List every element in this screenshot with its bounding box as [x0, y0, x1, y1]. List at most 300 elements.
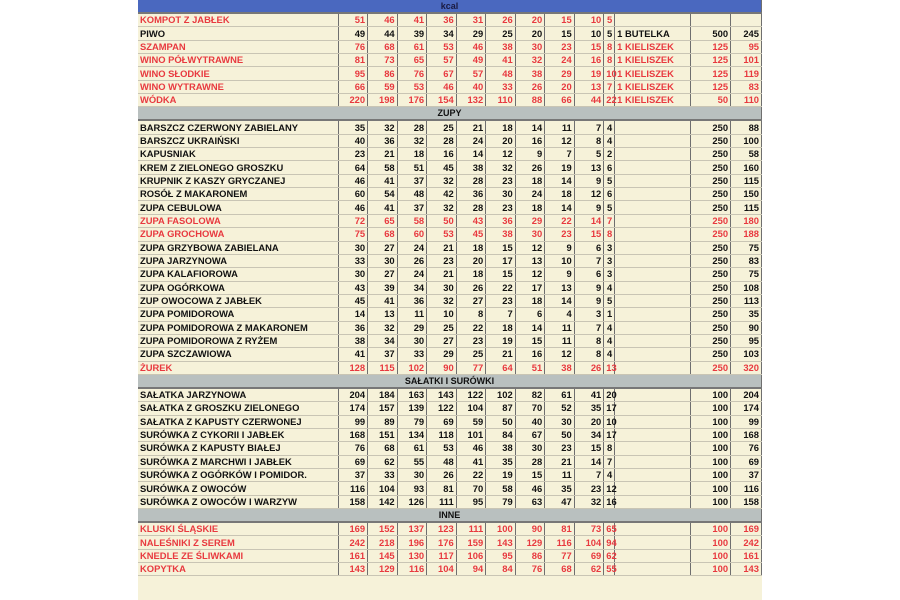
- kcal-value-cell: 36: [486, 214, 516, 227]
- kcal-value-cell: 19: [486, 469, 516, 482]
- kcal-value-cell: 21: [486, 348, 516, 361]
- kcal-value-cell: 17: [604, 402, 615, 415]
- kcal-value-cell: 68: [368, 228, 398, 241]
- kcal-value-cell: 29: [427, 348, 457, 361]
- kcal-value-cell: 32: [515, 54, 545, 67]
- kcal-value-cell: 39: [397, 27, 427, 40]
- portion-label: [615, 161, 690, 174]
- portion-amount: 100: [690, 402, 730, 415]
- kcal-value-cell: 45: [456, 228, 486, 241]
- section-title: SAŁATKI I SURÓWKI: [138, 374, 762, 388]
- food-name: ZUPA KALAFIOROWA: [138, 268, 338, 281]
- food-name: KLUSKI ŚLĄSKIE: [138, 522, 338, 536]
- kcal-value-cell: 16: [515, 134, 545, 147]
- kcal-value-cell: 44: [574, 94, 604, 107]
- kcal-value-cell: 26: [574, 361, 604, 374]
- kcal-value-cell: 46: [515, 482, 545, 495]
- section-title: ZUPY: [138, 107, 762, 121]
- kcal-value-cell: 99: [338, 415, 368, 428]
- kcal-value-cell: 86: [368, 67, 398, 80]
- portion-label: [615, 268, 690, 281]
- kcal-value-cell: 18: [456, 268, 486, 281]
- kcal-value-cell: 32: [397, 134, 427, 147]
- food-name: ZUPA JARZYNOWA: [138, 254, 338, 267]
- kcal-value-cell: 73: [574, 522, 604, 536]
- portion-label: [615, 334, 690, 347]
- food-name: ZUPA POMIDOROWA Z MAKARONEM: [138, 321, 338, 334]
- kcal-value-cell: 20: [456, 254, 486, 267]
- kcal-value-cell: 39: [368, 281, 398, 294]
- section-header: [138, 107, 762, 121]
- kcal-value-cell: 46: [456, 40, 486, 53]
- portion-amount: 250: [690, 254, 730, 267]
- kcal-value-cell: 14: [545, 294, 575, 307]
- kcal-value-cell: 110: [486, 94, 516, 107]
- portion-kcal: 88: [731, 120, 762, 134]
- portion-kcal: 110: [731, 94, 762, 107]
- portion-label: [615, 228, 690, 241]
- kcal-value-cell: 20: [486, 134, 516, 147]
- kcal-value-cell: 176: [427, 536, 457, 549]
- portion-amount: 250: [690, 361, 730, 374]
- portion-label: [615, 174, 690, 187]
- kcal-value-cell: 9: [545, 241, 575, 254]
- portion-amount: 100: [690, 563, 730, 576]
- kcal-value-cell: 51: [338, 13, 368, 27]
- kcal-value-cell: 33: [397, 348, 427, 361]
- table-row: [138, 536, 762, 549]
- kcal-value-cell: 34: [397, 281, 427, 294]
- portion-amount: 250: [690, 214, 730, 227]
- portion-label: [615, 455, 690, 468]
- portion-kcal: 103: [731, 348, 762, 361]
- kcal-value-cell: 40: [456, 80, 486, 93]
- kcal-value-cell: 10: [604, 67, 615, 80]
- kcal-value-cell: 38: [545, 361, 575, 374]
- kcal-value-cell: 30: [338, 241, 368, 254]
- kcal-value-cell: 26: [427, 469, 457, 482]
- kcal-value-cell: 60: [338, 188, 368, 201]
- portion-amount: 250: [690, 148, 730, 161]
- kcal-value-cell: 53: [427, 40, 457, 53]
- kcal-value-cell: 16: [604, 495, 615, 508]
- kcal-value-cell: 29: [545, 67, 575, 80]
- kcal-value-cell: 84: [486, 563, 516, 576]
- kcal-value-cell: 37: [338, 469, 368, 482]
- kcal-value-cell: 159: [456, 536, 486, 549]
- portion-label: 1 KIELISZEK: [615, 54, 690, 67]
- food-name: SURÓWKA Z OWOCÓW: [138, 482, 338, 495]
- kcal-value-cell: 32: [427, 201, 457, 214]
- portion-label: [615, 428, 690, 441]
- kcal-value-cell: 69: [427, 415, 457, 428]
- kcal-value-cell: 48: [486, 67, 516, 80]
- portion-amount: 250: [690, 294, 730, 307]
- kcal-value-cell: 94: [604, 536, 615, 549]
- kcal-value-cell: 14: [574, 455, 604, 468]
- kcal-value-cell: 36: [338, 321, 368, 334]
- kcal-value-cell: 23: [486, 174, 516, 187]
- table-row: [138, 13, 762, 27]
- food-name: BARSZCZ UKRAIŃSKI: [138, 134, 338, 147]
- kcal-value-cell: 17: [604, 428, 615, 441]
- kcal-value-cell: 143: [338, 563, 368, 576]
- table-row: [138, 428, 762, 441]
- kcal-value-cell: 34: [368, 334, 398, 347]
- kcal-value-cell: 64: [486, 361, 516, 374]
- kcal-value-cell: 12: [545, 348, 575, 361]
- kcal-value-cell: 58: [368, 161, 398, 174]
- kcal-value-cell: 14: [456, 148, 486, 161]
- kcal-value-cell: 50: [427, 214, 457, 227]
- kcal-value-cell: 18: [486, 321, 516, 334]
- kcal-value-cell: 76: [338, 442, 368, 455]
- portion-kcal: 75: [731, 241, 762, 254]
- kcal-value-cell: 126: [397, 495, 427, 508]
- portion-kcal: 76: [731, 442, 762, 455]
- kcal-value-cell: 4: [604, 321, 615, 334]
- kcal-value-cell: 11: [397, 308, 427, 321]
- kcal-value-cell: 18: [486, 120, 516, 134]
- kcal-value-cell: 23: [574, 482, 604, 495]
- kcal-value-cell: 45: [338, 294, 368, 307]
- kcal-value-cell: 41: [368, 174, 398, 187]
- kcal-value-cell: 61: [397, 442, 427, 455]
- food-name: ZUPA GRZYBOWA ZABIELANA: [138, 241, 338, 254]
- kcal-value-cell: 24: [515, 188, 545, 201]
- portion-kcal: [731, 13, 762, 27]
- kcal-value-cell: 44: [368, 27, 398, 40]
- kcal-value-cell: 10: [574, 13, 604, 27]
- portion-label: 1 BUTELKA: [615, 27, 690, 40]
- kcal-value-cell: 9: [515, 148, 545, 161]
- portion-kcal: 160: [731, 161, 762, 174]
- kcal-value-cell: 47: [545, 495, 575, 508]
- food-name: SURÓWKA Z CYKORII I JABŁEK: [138, 428, 338, 441]
- kcal-value-cell: 10: [604, 415, 615, 428]
- kcal-value-cell: 70: [515, 402, 545, 415]
- portion-kcal: 119: [731, 67, 762, 80]
- table-row: [138, 268, 762, 281]
- portion-amount: 125: [690, 54, 730, 67]
- kcal-value-cell: 50: [486, 415, 516, 428]
- kcal-value-cell: 5: [574, 148, 604, 161]
- kcal-value-cell: 5: [604, 201, 615, 214]
- kcal-value-cell: 2: [604, 148, 615, 161]
- portion-amount: 125: [690, 67, 730, 80]
- kcal-value-cell: 14: [545, 174, 575, 187]
- kcal-value-cell: 23: [486, 294, 516, 307]
- kcal-value-cell: 33: [368, 469, 398, 482]
- kcal-value-cell: 12: [486, 148, 516, 161]
- kcal-value-cell: 26: [515, 161, 545, 174]
- portion-amount: 250: [690, 241, 730, 254]
- portion-kcal: 158: [731, 495, 762, 508]
- section-header: [138, 374, 762, 388]
- kcal-value-cell: 41: [397, 13, 427, 27]
- portion-amount: 250: [690, 134, 730, 147]
- kcal-value-cell: 50: [545, 428, 575, 441]
- kcal-value-cell: 77: [456, 361, 486, 374]
- kcal-value-cell: 220: [338, 94, 368, 107]
- portion-label: [615, 415, 690, 428]
- kcal-value-cell: 68: [545, 563, 575, 576]
- food-name: KAPUSNIAK: [138, 148, 338, 161]
- table-row: [138, 134, 762, 147]
- kcal-value-cell: 81: [545, 522, 575, 536]
- kcal-value-cell: 14: [515, 120, 545, 134]
- kcal-value-cell: 48: [397, 188, 427, 201]
- portion-label: [615, 308, 690, 321]
- kcal-value-cell: 86: [515, 549, 545, 562]
- kcal-value-cell: 7: [604, 455, 615, 468]
- kcal-value-cell: 29: [515, 214, 545, 227]
- kcal-value-cell: 43: [456, 214, 486, 227]
- portion-amount: 250: [690, 228, 730, 241]
- kcal-value-cell: 20: [515, 27, 545, 40]
- kcal-value-cell: 18: [456, 241, 486, 254]
- food-name: BARSZCZ CZERWONY ZABIELANY: [138, 120, 338, 134]
- portion-amount: 250: [690, 120, 730, 134]
- table-row: [138, 321, 762, 334]
- kcal-value-cell: 26: [456, 281, 486, 294]
- kcal-value-cell: 198: [368, 94, 398, 107]
- portion-amount: 250: [690, 308, 730, 321]
- kcal-value-cell: 53: [397, 80, 427, 93]
- food-name: WINO SŁODKIE: [138, 67, 338, 80]
- kcal-value-cell: 104: [456, 402, 486, 415]
- kcal-value-cell: 22: [486, 281, 516, 294]
- food-name: ŻUREK: [138, 361, 338, 374]
- kcal-value-cell: 51: [397, 161, 427, 174]
- kcal-value-cell: 100: [486, 522, 516, 536]
- kcal-value-cell: 30: [515, 40, 545, 53]
- table-row: [138, 254, 762, 267]
- kcal-value-cell: 95: [338, 67, 368, 80]
- kcal-value-cell: 37: [397, 174, 427, 187]
- kcal-value-cell: 35: [486, 455, 516, 468]
- portion-kcal: 90: [731, 321, 762, 334]
- kcal-value-cell: 8: [604, 54, 615, 67]
- kcal-value-cell: 34: [574, 428, 604, 441]
- kcal-value-cell: 11: [545, 469, 575, 482]
- food-name: SAŁATKA Z KAPUSTY CZERWONEJ: [138, 415, 338, 428]
- kcal-value-cell: 24: [456, 134, 486, 147]
- kcal-value-cell: 152: [368, 522, 398, 536]
- food-name: NALEŚNIKI Z SEREM: [138, 536, 338, 549]
- table-row: [138, 549, 762, 562]
- kcal-value-cell: 81: [427, 482, 457, 495]
- portion-kcal: 320: [731, 361, 762, 374]
- kcal-value-cell: 55: [604, 563, 615, 576]
- portion-kcal: 116: [731, 482, 762, 495]
- kcal-value-cell: 30: [368, 254, 398, 267]
- kcal-value-cell: 151: [368, 428, 398, 441]
- kcal-value-cell: 20: [574, 415, 604, 428]
- portion-kcal: 180: [731, 214, 762, 227]
- kcal-value-cell: 89: [368, 415, 398, 428]
- kcal-value-cell: 25: [486, 27, 516, 40]
- kcal-value-cell: 95: [456, 495, 486, 508]
- section-title: INNE: [138, 509, 762, 523]
- kcal-value-cell: 70: [456, 482, 486, 495]
- kcal-value-cell: 69: [574, 549, 604, 562]
- kcal-value-cell: 32: [368, 321, 398, 334]
- kcal-value-cell: 40: [515, 415, 545, 428]
- portion-kcal: 204: [731, 388, 762, 402]
- portion-kcal: 35: [731, 308, 762, 321]
- portion-kcal: 95: [731, 334, 762, 347]
- portion-amount: 100: [690, 428, 730, 441]
- food-name: ZUPA GROCHOWA: [138, 228, 338, 241]
- food-name: SURÓWKA Z OGÓRKÓW I POMIDOR.: [138, 469, 338, 482]
- kcal-value-cell: 8: [574, 348, 604, 361]
- portion-kcal: 108: [731, 281, 762, 294]
- kcal-value-cell: 59: [368, 80, 398, 93]
- kcal-value-cell: 4: [604, 348, 615, 361]
- kcal-value-cell: 43: [338, 281, 368, 294]
- kcal-value-cell: 15: [574, 40, 604, 53]
- portion-label: [615, 188, 690, 201]
- kcal-value-cell: 118: [427, 428, 457, 441]
- table-row: [138, 522, 762, 536]
- kcal-value-cell: 28: [397, 120, 427, 134]
- kcal-value-cell: 49: [338, 27, 368, 40]
- portion-amount: 100: [690, 442, 730, 455]
- kcal-value-cell: 46: [456, 442, 486, 455]
- kcal-value-cell: 76: [515, 563, 545, 576]
- kcal-value-cell: 169: [338, 522, 368, 536]
- kcal-value-cell: 93: [397, 482, 427, 495]
- portion-amount: 125: [690, 80, 730, 93]
- kcal-value-cell: 14: [515, 321, 545, 334]
- kcal-value-cell: 21: [456, 120, 486, 134]
- kcal-value-cell: 62: [574, 563, 604, 576]
- portion-label: [615, 536, 690, 549]
- portion-amount: 100: [690, 495, 730, 508]
- table-row: [138, 94, 762, 107]
- kcal-value-cell: 111: [456, 522, 486, 536]
- kcal-value-cell: 45: [427, 161, 457, 174]
- kcal-value-cell: 24: [397, 241, 427, 254]
- portion-amount: [690, 13, 730, 27]
- table-row: [138, 442, 762, 455]
- food-name: SZAMPAN: [138, 40, 338, 53]
- food-name: KNEDLE ZE ŚLIWKAMI: [138, 549, 338, 562]
- food-name: ROSÓŁ Z MAKARONEM: [138, 188, 338, 201]
- kcal-value-cell: 11: [545, 120, 575, 134]
- kcal-value-cell: 37: [397, 201, 427, 214]
- kcal-value-cell: 20: [545, 80, 575, 93]
- food-name: ZUPA CEBULOWA: [138, 201, 338, 214]
- kcal-value-cell: 122: [456, 388, 486, 402]
- table-row: [138, 495, 762, 508]
- table-row: [138, 563, 762, 576]
- food-name: ZUPA POMIDOROWA Z RYŻEM: [138, 334, 338, 347]
- kcal-value-cell: 21: [427, 241, 457, 254]
- kcal-value-cell: 143: [427, 388, 457, 402]
- kcal-value-cell: 23: [545, 228, 575, 241]
- kcal-value-cell: 9: [574, 174, 604, 187]
- kcal-value-cell: 6: [604, 188, 615, 201]
- kcal-value-cell: 129: [368, 563, 398, 576]
- kcal-value-cell: 204: [338, 388, 368, 402]
- kcal-value-cell: 35: [338, 120, 368, 134]
- kcal-value-cell: 64: [338, 161, 368, 174]
- kcal-value-cell: 104: [427, 563, 457, 576]
- table-row: [138, 148, 762, 161]
- kcal-value-cell: 22: [545, 214, 575, 227]
- table-row: [138, 294, 762, 307]
- kcal-value-cell: 30: [515, 228, 545, 241]
- kcal-value-cell: 174: [338, 402, 368, 415]
- kcal-value-cell: 79: [397, 415, 427, 428]
- kcal-value-cell: 184: [368, 388, 398, 402]
- kcal-value-cell: 19: [574, 67, 604, 80]
- kcal-value-cell: 66: [338, 80, 368, 93]
- kcal-value-cell: 115: [368, 361, 398, 374]
- kcal-value-cell: 154: [427, 94, 457, 107]
- kcal-value-cell: 15: [574, 228, 604, 241]
- kcal-value-cell: 54: [368, 188, 398, 201]
- table-row: [138, 388, 762, 402]
- kcal-value-cell: 46: [338, 201, 368, 214]
- portion-kcal: 161: [731, 549, 762, 562]
- kcal-value-cell: 59: [456, 415, 486, 428]
- kcal-value-cell: 8: [604, 442, 615, 455]
- kcal-value-cell: 8: [604, 40, 615, 53]
- kcal-value-cell: 4: [604, 334, 615, 347]
- kcal-value-cell: 65: [397, 54, 427, 67]
- kcal-value-cell: 130: [397, 549, 427, 562]
- kcal-value-cell: 9: [574, 201, 604, 214]
- kcal-value-cell: 142: [368, 495, 398, 508]
- kcal-value-cell: 128: [338, 361, 368, 374]
- kcal-value-cell: 23: [545, 40, 575, 53]
- kcal-value-cell: 58: [486, 482, 516, 495]
- kcal-value-cell: 30: [545, 415, 575, 428]
- table-row: [138, 174, 762, 187]
- portion-kcal: 169: [731, 522, 762, 536]
- portion-amount: 250: [690, 161, 730, 174]
- kcal-value-cell: 30: [515, 442, 545, 455]
- kcal-value-cell: 7: [574, 469, 604, 482]
- kcal-value-cell: 145: [368, 549, 398, 562]
- portion-label: [615, 495, 690, 508]
- kcal-value-cell: 27: [427, 334, 457, 347]
- kcal-value-cell: 102: [397, 361, 427, 374]
- kcal-value-cell: 29: [397, 321, 427, 334]
- kcal-value-cell: 15: [515, 469, 545, 482]
- kcal-value-cell: 3: [604, 254, 615, 267]
- kcal-value-cell: 19: [545, 161, 575, 174]
- portion-label: [615, 13, 690, 27]
- kcal-value-cell: 13: [545, 281, 575, 294]
- kcal-value-cell: 15: [545, 13, 575, 27]
- kcal-value-cell: 90: [515, 522, 545, 536]
- food-name: SURÓWKA Z MARCHWI I JABŁEK: [138, 455, 338, 468]
- kcal-value-cell: 18: [397, 148, 427, 161]
- food-name: ZUP OWOCOWA Z JABŁEK: [138, 294, 338, 307]
- kcal-value-cell: 41: [368, 294, 398, 307]
- portion-label: [615, 148, 690, 161]
- kcal-value-cell: 41: [338, 348, 368, 361]
- kcal-value-cell: 143: [486, 536, 516, 549]
- food-name: WINO WYTRAWNE: [138, 80, 338, 93]
- kcal-value-cell: 14: [574, 214, 604, 227]
- kcal-value-cell: 11: [545, 321, 575, 334]
- kcal-value-cell: 62: [604, 549, 615, 562]
